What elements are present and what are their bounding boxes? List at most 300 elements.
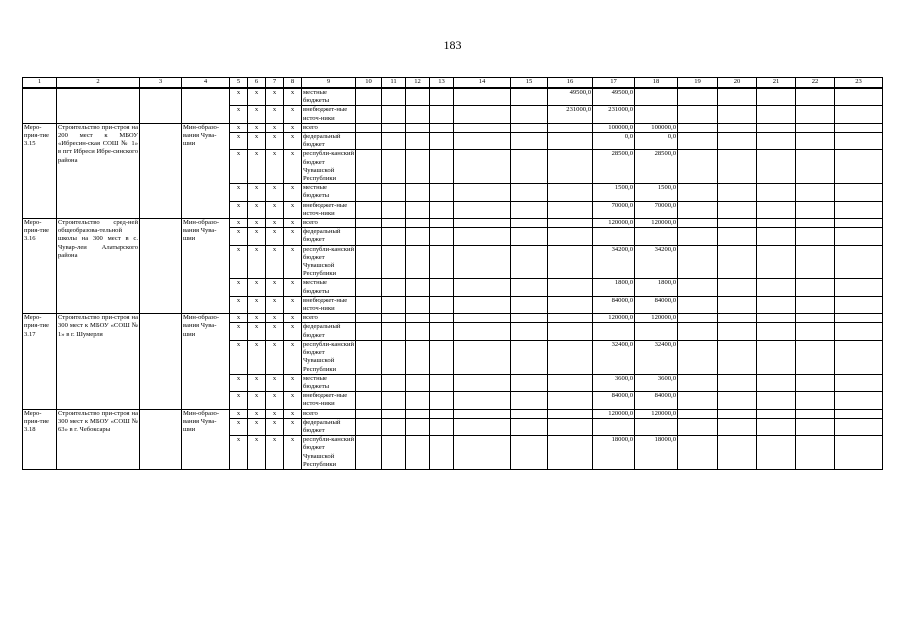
empty-cell — [140, 123, 182, 218]
empty-cell — [678, 88, 718, 106]
empty-cell — [796, 314, 835, 323]
empty-cell — [406, 279, 430, 296]
x-mark-cell: x — [230, 133, 248, 150]
x-mark-cell: x — [284, 409, 302, 418]
x-mark-cell: x — [284, 374, 302, 391]
table-row — [23, 219, 883, 228]
empty-cell — [454, 106, 511, 123]
empty-cell — [454, 228, 511, 245]
x-mark-cell: x — [284, 123, 302, 132]
empty-cell — [796, 184, 835, 201]
column-number-header: 7 — [266, 78, 284, 89]
x-mark-cell: x — [284, 296, 302, 313]
empty-cell — [382, 150, 406, 184]
empty-cell — [454, 133, 511, 150]
empty-cell — [835, 123, 883, 132]
empty-cell — [430, 150, 454, 184]
empty-cell — [382, 228, 406, 245]
value-col18-cell: 0,0 — [635, 133, 678, 150]
empty-cell — [511, 150, 548, 184]
table-row — [23, 88, 883, 106]
value-col17-cell: 231000,0 — [593, 106, 635, 123]
x-mark-cell: x — [266, 323, 284, 340]
empty-cell — [757, 392, 796, 409]
empty-cell — [678, 374, 718, 391]
value-col18-cell: 70000,0 — [635, 201, 678, 218]
empty-cell — [382, 323, 406, 340]
value-col18-cell — [635, 418, 678, 435]
empty-cell — [454, 123, 511, 132]
column-number-header: 18 — [635, 78, 678, 89]
value-col18-cell: 84000,0 — [635, 296, 678, 313]
value-col16-cell — [548, 296, 593, 313]
x-mark-cell: x — [266, 296, 284, 313]
empty-cell — [757, 436, 796, 470]
empty-cell — [430, 314, 454, 323]
empty-cell — [835, 279, 883, 296]
empty-cell — [382, 219, 406, 228]
value-col16-cell: 49500,0 — [548, 88, 593, 106]
empty-cell — [406, 374, 430, 391]
column-number-header: 16 — [548, 78, 593, 89]
empty-cell — [454, 374, 511, 391]
funding-source-cell: всего — [302, 314, 356, 323]
x-mark-cell: x — [284, 201, 302, 218]
x-mark-cell: x — [230, 228, 248, 245]
column-number-header: 3 — [140, 78, 182, 89]
x-mark-cell: x — [284, 219, 302, 228]
empty-cell — [835, 296, 883, 313]
x-mark-cell: x — [266, 392, 284, 409]
empty-cell — [718, 184, 757, 201]
table-row — [23, 409, 883, 418]
x-mark-cell: x — [284, 323, 302, 340]
empty-cell — [718, 296, 757, 313]
activity-label-cell: Меро-прия-тие 3.16 — [23, 219, 57, 314]
empty-cell — [796, 245, 835, 279]
x-mark-cell: x — [248, 323, 266, 340]
empty-cell — [835, 219, 883, 228]
empty-cell — [356, 392, 382, 409]
value-col16-cell — [548, 150, 593, 184]
empty-cell — [406, 150, 430, 184]
empty-cell — [835, 418, 883, 435]
executor-cell: Мин-образо-вания Чува-шии — [182, 123, 230, 218]
column-number-header: 8 — [284, 78, 302, 89]
x-mark-cell: x — [266, 279, 284, 296]
funding-source-cell: республи-канский бюджет Чувашской Республики — [303, 245, 355, 278]
empty-cell — [454, 392, 511, 409]
empty-cell — [356, 418, 382, 435]
empty-cell — [718, 314, 757, 323]
empty-cell — [382, 184, 406, 201]
activity-label-cell: Меро-прия-тие 3.17 — [23, 314, 57, 409]
value-col18-cell: 1500,0 — [635, 184, 678, 201]
x-mark-cell: x — [266, 123, 284, 132]
value-col18-cell — [635, 228, 678, 245]
x-mark-cell: x — [284, 279, 302, 296]
empty-cell — [757, 106, 796, 123]
empty-cell — [757, 374, 796, 391]
empty-cell — [382, 436, 406, 470]
value-col17-cell: 34200,0 — [593, 245, 635, 279]
empty-cell — [140, 219, 182, 314]
empty-cell — [511, 418, 548, 435]
executor-cell: Мин-образо-вания Чува-шии — [182, 314, 230, 409]
empty-cell — [356, 340, 382, 374]
empty-cell — [757, 323, 796, 340]
empty-cell — [430, 340, 454, 374]
empty-cell — [430, 418, 454, 435]
empty-cell — [678, 245, 718, 279]
empty-cell — [356, 219, 382, 228]
empty-cell — [796, 418, 835, 435]
empty-cell — [430, 106, 454, 123]
value-col18-cell — [635, 88, 678, 106]
empty-cell — [835, 88, 883, 106]
empty-cell — [757, 201, 796, 218]
x-mark-cell: x — [266, 184, 284, 201]
x-mark-cell: x — [248, 418, 266, 435]
empty-cell — [140, 314, 182, 409]
empty-cell — [356, 184, 382, 201]
x-mark-cell: x — [266, 201, 284, 218]
empty-cell — [406, 418, 430, 435]
empty-cell — [678, 340, 718, 374]
empty-cell — [678, 184, 718, 201]
value-col17-cell — [593, 418, 635, 435]
value-col18-cell: 32400,0 — [635, 340, 678, 374]
x-mark-cell: x — [266, 228, 284, 245]
empty-cell — [454, 340, 511, 374]
x-mark-cell: x — [284, 436, 302, 470]
value-col17-cell: 1500,0 — [593, 184, 635, 201]
x-mark-cell: x — [230, 279, 248, 296]
value-col17-cell: 100000,0 — [593, 123, 635, 132]
funding-source-cell: республи-канский бюджет Чувашской Республики — [303, 436, 355, 468]
funding-source-cell: местные бюджеты — [302, 88, 356, 106]
empty-cell — [511, 374, 548, 391]
empty-cell — [382, 392, 406, 409]
empty-cell — [757, 88, 796, 106]
empty-cell — [511, 184, 548, 201]
empty-cell — [140, 409, 182, 469]
empty-cell — [757, 150, 796, 184]
empty-cell — [757, 418, 796, 435]
x-mark-cell: x — [230, 88, 248, 106]
empty-cell — [454, 219, 511, 228]
column-number-header: 10 — [356, 78, 382, 89]
empty-cell — [454, 201, 511, 218]
empty-cell — [796, 219, 835, 228]
empty-cell — [796, 409, 835, 418]
column-number-header: 13 — [430, 78, 454, 89]
empty-cell — [757, 228, 796, 245]
empty-cell — [454, 314, 511, 323]
table-row — [23, 123, 883, 132]
x-mark-cell: x — [266, 133, 284, 150]
empty-cell — [718, 228, 757, 245]
x-mark-cell: x — [230, 323, 248, 340]
empty-cell — [356, 106, 382, 123]
empty-cell — [430, 184, 454, 201]
value-col16-cell: 231000,0 — [548, 106, 593, 123]
x-mark-cell: x — [248, 184, 266, 201]
empty-cell — [382, 88, 406, 106]
empty-cell — [718, 123, 757, 132]
value-col18-cell: 84000,0 — [635, 392, 678, 409]
value-col18-cell: 100000,0 — [635, 123, 678, 132]
empty-cell — [511, 133, 548, 150]
empty-cell — [356, 323, 382, 340]
value-col17-cell: 70000,0 — [593, 201, 635, 218]
empty-cell — [796, 106, 835, 123]
x-mark-cell: x — [230, 150, 248, 184]
empty-cell — [382, 279, 406, 296]
value-col17-cell — [593, 228, 635, 245]
empty-cell — [454, 323, 511, 340]
table-row — [23, 314, 883, 323]
value-col16-cell — [548, 340, 593, 374]
x-mark-cell: x — [248, 150, 266, 184]
empty-cell — [356, 123, 382, 132]
x-mark-cell: x — [266, 340, 284, 374]
empty-cell — [678, 296, 718, 313]
empty-cell — [796, 150, 835, 184]
empty-cell — [430, 123, 454, 132]
empty-cell — [718, 340, 757, 374]
x-mark-cell: x — [248, 219, 266, 228]
value-col16-cell — [548, 314, 593, 323]
x-mark-cell: x — [248, 374, 266, 391]
value-col18-cell: 120000,0 — [635, 314, 678, 323]
empty-cell — [406, 123, 430, 132]
empty-cell — [356, 228, 382, 245]
activity-label-cell: Меро-прия-тие 3.18 — [23, 409, 57, 469]
column-number-header: 23 — [835, 78, 883, 89]
empty-cell — [454, 418, 511, 435]
empty-cell — [382, 409, 406, 418]
x-mark-cell: x — [266, 374, 284, 391]
empty-cell — [406, 184, 430, 201]
value-col16-cell — [548, 184, 593, 201]
value-col17-cell: 1800,0 — [593, 279, 635, 296]
x-mark-cell: x — [248, 228, 266, 245]
funding-source-cell: внебюджет-ные источ-ники — [302, 106, 356, 123]
value-col16-cell — [548, 436, 593, 470]
page-number: 183 — [443, 38, 462, 52]
empty-cell — [382, 245, 406, 279]
empty-cell — [356, 409, 382, 418]
empty-cell — [796, 201, 835, 218]
empty-cell — [511, 219, 548, 228]
empty-cell — [356, 314, 382, 323]
value-col17-cell: 120000,0 — [593, 409, 635, 418]
empty-cell — [718, 245, 757, 279]
x-mark-cell: x — [248, 123, 266, 132]
empty-cell — [406, 296, 430, 313]
column-number-header: 22 — [796, 78, 835, 89]
empty-cell — [356, 133, 382, 150]
empty-cell — [430, 409, 454, 418]
empty-cell — [718, 392, 757, 409]
empty-cell — [835, 150, 883, 184]
empty-cell — [382, 106, 406, 123]
x-mark-cell: x — [284, 228, 302, 245]
x-mark-cell: x — [284, 418, 302, 435]
empty-cell — [678, 123, 718, 132]
value-col17-cell: 120000,0 — [593, 314, 635, 323]
x-mark-cell: x — [230, 296, 248, 313]
empty-cell — [356, 245, 382, 279]
empty-cell — [796, 436, 835, 470]
funding-source-cell: местные бюджеты — [302, 184, 356, 201]
value-col16-cell — [548, 201, 593, 218]
empty-cell — [835, 436, 883, 470]
empty-cell — [406, 323, 430, 340]
x-mark-cell: x — [230, 409, 248, 418]
value-col17-cell: 3600,0 — [593, 374, 635, 391]
value-col16-cell — [548, 228, 593, 245]
column-number-header: 4 — [182, 78, 230, 89]
empty-cell — [511, 245, 548, 279]
funding-source-cell: внебюджет-ные источ-ники — [302, 296, 356, 313]
value-col18-cell: 34200,0 — [635, 245, 678, 279]
empty-cell — [430, 88, 454, 106]
empty-cell — [835, 133, 883, 150]
empty-cell — [718, 279, 757, 296]
value-col17-cell: 49500,0 — [593, 88, 635, 106]
empty-cell — [678, 409, 718, 418]
empty-cell — [430, 219, 454, 228]
empty-cell — [406, 340, 430, 374]
empty-cell — [718, 418, 757, 435]
empty-cell — [511, 296, 548, 313]
empty-cell — [796, 88, 835, 106]
value-col17-cell: 32400,0 — [593, 340, 635, 374]
executor-cell — [182, 88, 230, 123]
empty-cell — [511, 392, 548, 409]
empty-cell — [406, 106, 430, 123]
value-col18-cell: 18000,0 — [635, 436, 678, 470]
value-col17-cell: 84000,0 — [593, 296, 635, 313]
x-mark-cell: x — [266, 106, 284, 123]
x-mark-cell: x — [248, 88, 266, 106]
value-col17-cell: 0,0 — [593, 133, 635, 150]
funding-source-cell: местные бюджеты — [302, 279, 356, 296]
x-mark-cell: x — [230, 106, 248, 123]
empty-cell — [757, 279, 796, 296]
value-col18-cell: 1800,0 — [635, 279, 678, 296]
empty-cell — [678, 201, 718, 218]
empty-cell — [382, 201, 406, 218]
x-mark-cell: x — [230, 340, 248, 374]
empty-cell — [835, 323, 883, 340]
x-mark-cell: x — [266, 245, 284, 279]
empty-cell — [430, 296, 454, 313]
empty-cell — [678, 418, 718, 435]
column-number-header: 9 — [302, 78, 356, 89]
x-mark-cell: x — [266, 88, 284, 106]
empty-cell — [406, 392, 430, 409]
column-number-header: 21 — [757, 78, 796, 89]
empty-cell — [430, 228, 454, 245]
value-col17-cell: 84000,0 — [593, 392, 635, 409]
empty-cell — [511, 228, 548, 245]
empty-cell — [511, 88, 548, 106]
column-number-header: 1 — [23, 78, 57, 89]
empty-cell — [406, 201, 430, 218]
empty-cell — [430, 133, 454, 150]
empty-cell — [678, 133, 718, 150]
empty-cell — [511, 279, 548, 296]
empty-cell — [757, 296, 796, 313]
empty-cell — [406, 409, 430, 418]
funding-source-cell: внебюджет-ные источ-ники — [302, 392, 356, 409]
empty-cell — [678, 219, 718, 228]
empty-cell — [382, 314, 406, 323]
value-col16-cell — [548, 392, 593, 409]
empty-cell — [430, 436, 454, 470]
column-number-header: 11 — [382, 78, 406, 89]
x-mark-cell: x — [266, 219, 284, 228]
empty-cell — [454, 279, 511, 296]
empty-cell — [718, 150, 757, 184]
executor-cell: Мин-образо-вания Чува-шии — [182, 219, 230, 314]
empty-cell — [511, 201, 548, 218]
empty-cell — [140, 88, 182, 123]
empty-cell — [678, 150, 718, 184]
x-mark-cell: x — [248, 392, 266, 409]
empty-cell — [454, 296, 511, 313]
funding-source-cell: республи-канский бюджет Чувашской Республики — [303, 340, 355, 373]
empty-cell — [796, 340, 835, 374]
empty-cell — [430, 323, 454, 340]
empty-cell — [718, 201, 757, 218]
x-mark-cell: x — [230, 392, 248, 409]
value-col16-cell — [548, 409, 593, 418]
funding-source-cell: федеральный бюджет — [302, 418, 356, 435]
empty-cell — [678, 323, 718, 340]
empty-cell — [718, 106, 757, 123]
empty-cell — [406, 436, 430, 470]
empty-cell — [835, 374, 883, 391]
empty-cell — [835, 392, 883, 409]
empty-cell — [796, 123, 835, 132]
empty-cell — [757, 219, 796, 228]
column-number-header: 15 — [511, 78, 548, 89]
x-mark-cell: x — [248, 279, 266, 296]
empty-cell — [430, 279, 454, 296]
empty-cell — [382, 374, 406, 391]
value-col17-cell: 18000,0 — [593, 436, 635, 470]
x-mark-cell: x — [248, 296, 266, 313]
empty-cell — [718, 374, 757, 391]
funding-source-cell: республи-канский бюджет Чувашской Республики — [303, 150, 355, 183]
x-mark-cell: x — [230, 219, 248, 228]
empty-cell — [757, 340, 796, 374]
empty-cell — [796, 133, 835, 150]
value-col16-cell — [548, 374, 593, 391]
empty-cell — [511, 409, 548, 418]
empty-cell — [356, 296, 382, 313]
x-mark-cell: x — [284, 150, 302, 184]
empty-cell — [835, 106, 883, 123]
value-col16-cell — [548, 279, 593, 296]
empty-cell — [356, 436, 382, 470]
empty-cell — [511, 436, 548, 470]
x-mark-cell: x — [248, 133, 266, 150]
